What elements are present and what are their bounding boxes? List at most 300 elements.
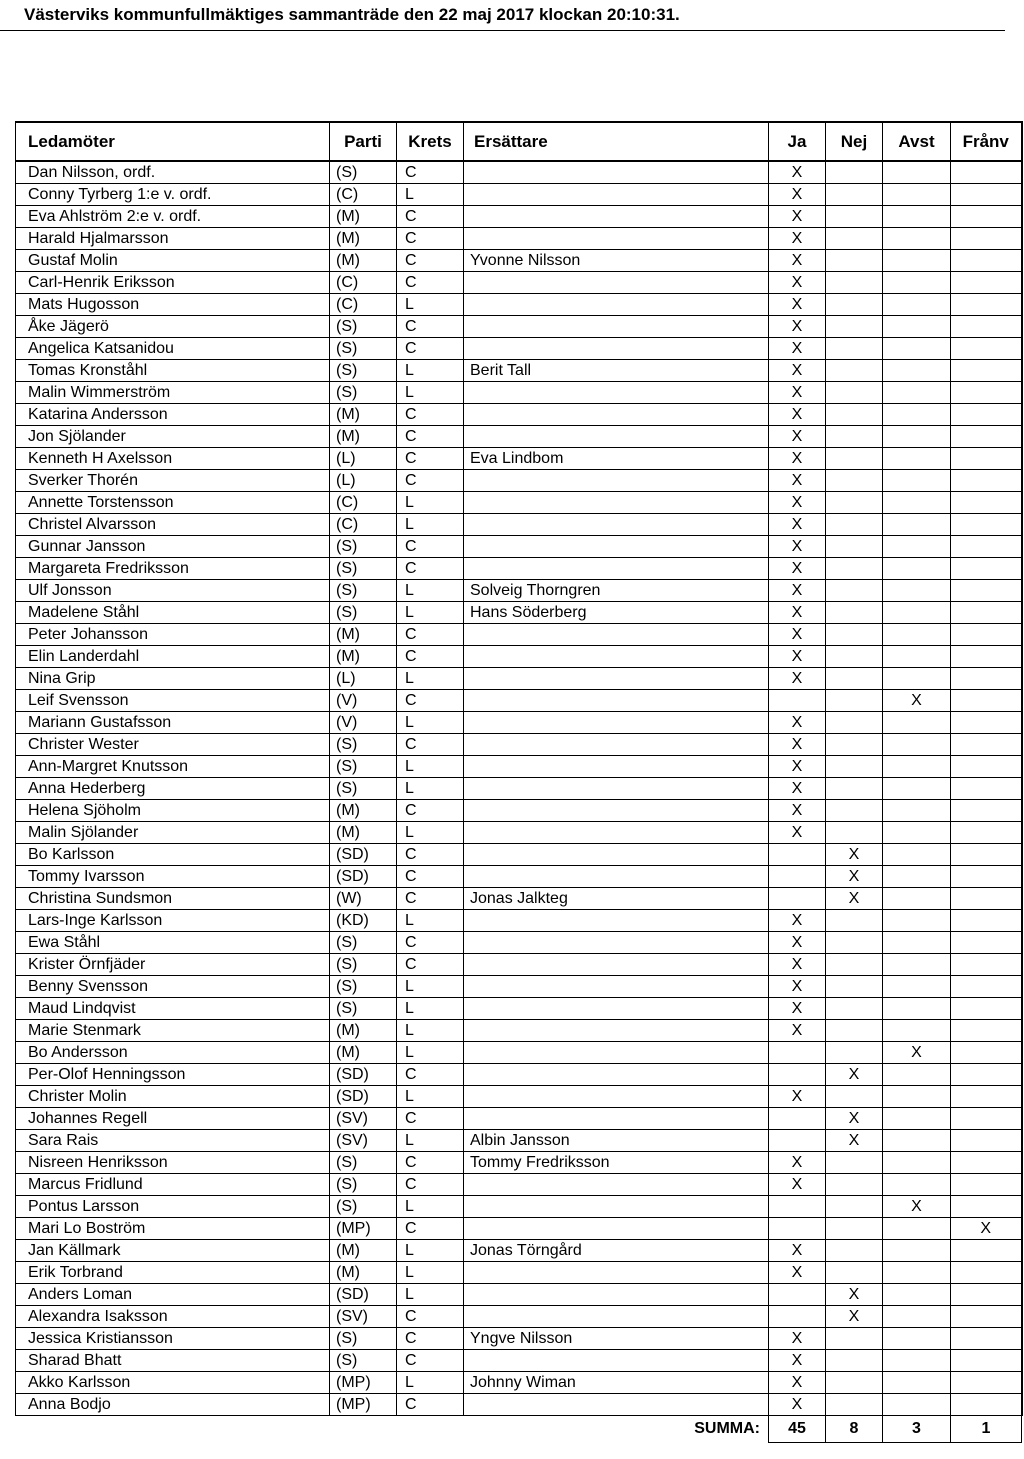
member-substitute	[464, 910, 769, 932]
vote-franv-cell	[951, 1130, 1022, 1152]
vote-nej-cell	[826, 316, 883, 338]
vote-franv-cell	[951, 1350, 1022, 1372]
member-substitute	[464, 844, 769, 866]
member-party: (S)	[330, 1196, 397, 1218]
member-krets: C	[397, 646, 464, 668]
member-name: Nisreen Henriksson	[16, 1152, 330, 1174]
member-name: Dan Nilsson, ordf.	[16, 161, 330, 184]
header-franv: Frånv	[951, 122, 1022, 161]
member-party: (M)	[330, 404, 397, 426]
member-krets: L	[397, 778, 464, 800]
member-substitute	[464, 536, 769, 558]
member-name: Benny Svensson	[16, 976, 330, 998]
vote-franv-cell	[951, 404, 1022, 426]
vote-franv-cell	[951, 228, 1022, 250]
member-krets: L	[397, 492, 464, 514]
member-krets: L	[397, 1196, 464, 1218]
member-name: Lars-Inge Karlsson	[16, 910, 330, 932]
member-krets: L	[397, 1042, 464, 1064]
table-row	[16, 910, 1022, 932]
vote-franv-cell	[951, 822, 1022, 844]
vote-nej-cell: X	[826, 1306, 883, 1328]
header-nej: Nej	[826, 122, 883, 161]
vote-avst-cell	[883, 184, 951, 206]
vote-nej-cell	[826, 1394, 883, 1416]
vote-avst-cell	[883, 250, 951, 272]
member-krets: L	[397, 1372, 464, 1394]
member-krets: C	[397, 404, 464, 426]
table-row	[16, 1284, 1022, 1306]
member-party: (C)	[330, 492, 397, 514]
member-name: Sara Rais	[16, 1130, 330, 1152]
vote-franv-cell	[951, 976, 1022, 998]
header-name: Ledamöter	[16, 122, 330, 161]
member-name: Ulf Jonsson	[16, 580, 330, 602]
member-name: Kenneth H Axelsson	[16, 448, 330, 470]
member-party: (S)	[330, 1328, 397, 1350]
vote-ja-cell	[769, 866, 826, 888]
vote-nej-cell	[826, 998, 883, 1020]
member-name: Christel Alvarsson	[16, 514, 330, 536]
vote-nej-cell	[826, 1020, 883, 1042]
vote-nej-cell	[826, 954, 883, 976]
vote-nej-cell	[826, 778, 883, 800]
member-krets: C	[397, 536, 464, 558]
member-krets: C	[397, 250, 464, 272]
member-name: Åke Jägerö	[16, 316, 330, 338]
vote-ja-cell: X	[769, 756, 826, 778]
vote-franv-cell	[951, 932, 1022, 954]
vote-ja-cell: X	[769, 206, 826, 228]
member-krets: C	[397, 800, 464, 822]
vote-ja-cell: X	[769, 734, 826, 756]
vote-avst-cell	[883, 976, 951, 998]
member-party: (M)	[330, 1020, 397, 1042]
table-row	[16, 646, 1022, 668]
member-substitute	[464, 294, 769, 316]
vote-nej-cell	[826, 1372, 883, 1394]
vote-franv-cell	[951, 668, 1022, 690]
table-row	[16, 888, 1022, 910]
table-row	[16, 712, 1022, 734]
vote-franv-cell	[951, 1240, 1022, 1262]
member-party: (M)	[330, 1262, 397, 1284]
table-row	[16, 690, 1022, 712]
member-krets: L	[397, 580, 464, 602]
member-substitute	[464, 1284, 769, 1306]
summary-row	[16, 1416, 1022, 1443]
member-name: Eva Ahlström 2:e v. ordf.	[16, 206, 330, 228]
vote-ja-cell	[769, 844, 826, 866]
vote-ja-cell: X	[769, 954, 826, 976]
member-krets: L	[397, 910, 464, 932]
header-avst: Avst	[883, 122, 951, 161]
vote-ja-cell: X	[769, 338, 826, 360]
vote-ja-cell: X	[769, 1020, 826, 1042]
vote-ja-cell: X	[769, 184, 826, 206]
member-substitute: Albin Jansson	[464, 1130, 769, 1152]
member-substitute	[464, 1086, 769, 1108]
vote-franv-cell	[951, 1020, 1022, 1042]
vote-ja-cell: X	[769, 426, 826, 448]
vote-nej-cell	[826, 800, 883, 822]
table-row	[16, 1108, 1022, 1130]
member-party: (MP)	[330, 1394, 397, 1416]
vote-franv-cell	[951, 360, 1022, 382]
member-party: (V)	[330, 690, 397, 712]
member-substitute	[464, 998, 769, 1020]
table-row	[16, 1042, 1022, 1064]
vote-nej-cell	[826, 712, 883, 734]
member-krets: L	[397, 1130, 464, 1152]
table-row	[16, 624, 1022, 646]
member-substitute	[464, 558, 769, 580]
member-party: (V)	[330, 712, 397, 734]
vote-nej-cell: X	[826, 1064, 883, 1086]
vote-avst-cell	[883, 426, 951, 448]
vote-franv-cell	[951, 624, 1022, 646]
vote-avst-cell	[883, 294, 951, 316]
member-substitute	[464, 690, 769, 712]
table-row	[16, 1152, 1022, 1174]
vote-ja-cell: X	[769, 822, 826, 844]
vote-avst-cell	[883, 910, 951, 932]
vote-franv-cell	[951, 1372, 1022, 1394]
member-name: Marie Stenmark	[16, 1020, 330, 1042]
member-krets: L	[397, 1020, 464, 1042]
vote-avst-cell	[883, 734, 951, 756]
table-row	[16, 382, 1022, 404]
vote-franv-cell	[951, 778, 1022, 800]
vote-avst-cell	[883, 1130, 951, 1152]
member-name: Mats Hugosson	[16, 294, 330, 316]
vote-nej-cell	[826, 822, 883, 844]
member-party: (C)	[330, 514, 397, 536]
member-party: (S)	[330, 976, 397, 998]
vote-ja-cell: X	[769, 558, 826, 580]
vote-nej-cell	[826, 690, 883, 712]
member-name: Harald Hjalmarsson	[16, 228, 330, 250]
member-substitute	[464, 1262, 769, 1284]
member-name: Christer Molin	[16, 1086, 330, 1108]
vote-ja-cell: X	[769, 1350, 826, 1372]
vote-nej-cell	[826, 1086, 883, 1108]
vote-ja-cell: X	[769, 668, 826, 690]
member-substitute	[464, 470, 769, 492]
member-krets: L	[397, 998, 464, 1020]
member-party: (S)	[330, 536, 397, 558]
member-name: Anna Bodjo	[16, 1394, 330, 1416]
member-krets: C	[397, 206, 464, 228]
table-row	[16, 536, 1022, 558]
vote-avst-cell	[883, 1372, 951, 1394]
vote-franv-cell	[951, 558, 1022, 580]
member-substitute	[464, 624, 769, 646]
member-substitute	[464, 668, 769, 690]
member-krets: C	[397, 866, 464, 888]
vote-franv-cell	[951, 756, 1022, 778]
member-substitute	[464, 426, 769, 448]
vote-ja-cell: X	[769, 514, 826, 536]
vote-ja-cell: X	[769, 536, 826, 558]
member-krets: L	[397, 668, 464, 690]
member-party: (S)	[330, 580, 397, 602]
table-row	[16, 161, 1022, 184]
vote-ja-cell: X	[769, 1086, 826, 1108]
member-name: Krister Örnfjäder	[16, 954, 330, 976]
vote-franv-cell: X	[951, 1218, 1022, 1240]
member-substitute	[464, 734, 769, 756]
vote-ja-cell: X	[769, 161, 826, 184]
vote-avst-cell	[883, 1152, 951, 1174]
vote-nej-cell	[826, 734, 883, 756]
vote-avst-cell	[883, 558, 951, 580]
member-party: (SV)	[330, 1130, 397, 1152]
member-krets: C	[397, 1394, 464, 1416]
vote-franv-cell	[951, 1108, 1022, 1130]
table-row	[16, 932, 1022, 954]
table-row	[16, 206, 1022, 228]
vote-ja-cell: X	[769, 580, 826, 602]
member-substitute: Yvonne Nilsson	[464, 250, 769, 272]
vote-avst-cell	[883, 448, 951, 470]
vote-nej-cell	[826, 932, 883, 954]
member-substitute	[464, 1020, 769, 1042]
vote-ja-cell: X	[769, 316, 826, 338]
member-name: Christer Wester	[16, 734, 330, 756]
vote-avst-cell	[883, 602, 951, 624]
vote-franv-cell	[951, 1284, 1022, 1306]
vote-avst-cell	[883, 1328, 951, 1350]
vote-avst-cell	[883, 800, 951, 822]
vote-nej-cell	[826, 1240, 883, 1262]
table-row	[16, 448, 1022, 470]
vote-franv-cell	[951, 1042, 1022, 1064]
vote-ja-cell	[769, 690, 826, 712]
vote-ja-cell: X	[769, 272, 826, 294]
member-substitute	[464, 646, 769, 668]
vote-avst-cell	[883, 228, 951, 250]
member-substitute: Jonas Jalkteg	[464, 888, 769, 910]
vote-ja-cell: X	[769, 382, 826, 404]
vote-ja-cell: X	[769, 404, 826, 426]
vote-avst-cell	[883, 1394, 951, 1416]
vote-avst-cell	[883, 646, 951, 668]
member-party: (M)	[330, 228, 397, 250]
vote-avst-cell	[883, 778, 951, 800]
vote-ja-cell: X	[769, 932, 826, 954]
member-krets: L	[397, 1240, 464, 1262]
member-substitute	[464, 404, 769, 426]
member-substitute	[464, 866, 769, 888]
vote-franv-cell	[951, 690, 1022, 712]
member-name: Pontus Larsson	[16, 1196, 330, 1218]
vote-avst-cell	[883, 1284, 951, 1306]
vote-nej-cell: X	[826, 866, 883, 888]
vote-franv-cell	[951, 888, 1022, 910]
vote-ja-cell: X	[769, 470, 826, 492]
vote-nej-cell	[826, 1328, 883, 1350]
vote-avst-cell	[883, 1174, 951, 1196]
member-name: Johannes Regell	[16, 1108, 330, 1130]
table-row	[16, 866, 1022, 888]
vote-avst-cell	[883, 844, 951, 866]
member-party: (MP)	[330, 1218, 397, 1240]
member-substitute	[464, 1394, 769, 1416]
title-rule	[0, 30, 1005, 31]
vote-franv-cell	[951, 338, 1022, 360]
vote-franv-cell	[951, 1306, 1022, 1328]
member-name: Anna Hederberg	[16, 778, 330, 800]
member-krets: L	[397, 382, 464, 404]
member-substitute	[464, 800, 769, 822]
vote-ja-cell: X	[769, 712, 826, 734]
member-substitute: Eva Lindbom	[464, 448, 769, 470]
member-party: (L)	[330, 448, 397, 470]
member-name: Peter Johansson	[16, 624, 330, 646]
member-name: Anders Loman	[16, 1284, 330, 1306]
vote-nej-cell	[826, 272, 883, 294]
member-party: (L)	[330, 668, 397, 690]
table-row	[16, 492, 1022, 514]
header-substitute: Ersättare	[464, 122, 769, 161]
vote-franv-cell	[951, 184, 1022, 206]
vote-nej-cell	[826, 668, 883, 690]
vote-avst-cell	[883, 1064, 951, 1086]
table-row	[16, 514, 1022, 536]
vote-avst-cell	[883, 1306, 951, 1328]
vote-avst-cell	[883, 712, 951, 734]
member-party: (C)	[330, 272, 397, 294]
vote-franv-cell	[951, 580, 1022, 602]
vote-nej-cell: X	[826, 844, 883, 866]
vote-avst-cell	[883, 822, 951, 844]
member-name: Madelene Ståhl	[16, 602, 330, 624]
header-ja: Ja	[769, 122, 826, 161]
table-row	[16, 1130, 1022, 1152]
vote-avst-cell	[883, 1020, 951, 1042]
vote-avst-cell	[883, 756, 951, 778]
member-substitute	[464, 1042, 769, 1064]
member-party: (S)	[330, 734, 397, 756]
member-substitute	[464, 1064, 769, 1086]
member-name: Gunnar Jansson	[16, 536, 330, 558]
vote-ja-cell: X	[769, 1174, 826, 1196]
vote-nej-cell	[826, 1218, 883, 1240]
table-row	[16, 998, 1022, 1020]
member-party: (C)	[330, 184, 397, 206]
vote-nej-cell	[826, 448, 883, 470]
member-substitute	[464, 338, 769, 360]
document-title: Västerviks kommunfullmäktiges sammanträde den 22 maj 2017 klockan 20:10:31.	[24, 5, 680, 24]
table-row	[16, 1306, 1022, 1328]
member-party: (S)	[330, 602, 397, 624]
member-krets: C	[397, 558, 464, 580]
vote-nej-cell	[826, 580, 883, 602]
vote-avst-cell	[883, 206, 951, 228]
vote-nej-cell	[826, 1262, 883, 1284]
member-party: (S)	[330, 954, 397, 976]
header-row	[16, 122, 1022, 161]
member-party: (SD)	[330, 866, 397, 888]
vote-ja-cell	[769, 1042, 826, 1064]
member-name: Ann-Margret Knutsson	[16, 756, 330, 778]
vote-nej-cell	[826, 976, 883, 998]
member-krets: L	[397, 756, 464, 778]
vote-nej-cell	[826, 1350, 883, 1372]
member-party: (MP)	[330, 1372, 397, 1394]
member-substitute	[464, 1108, 769, 1130]
member-substitute	[464, 184, 769, 206]
vote-ja-cell: X	[769, 602, 826, 624]
member-krets: C	[397, 888, 464, 910]
vote-nej-cell	[826, 338, 883, 360]
table-row	[16, 954, 1022, 976]
vote-franv-cell	[951, 492, 1022, 514]
member-name: Annette Torstensson	[16, 492, 330, 514]
member-name: Nina Grip	[16, 668, 330, 690]
member-substitute	[464, 492, 769, 514]
member-party: (S)	[330, 161, 397, 184]
vote-franv-cell	[951, 1174, 1022, 1196]
vote-nej-cell	[826, 161, 883, 184]
member-name: Jan Källmark	[16, 1240, 330, 1262]
vote-avst-cell	[883, 492, 951, 514]
table-row	[16, 778, 1022, 800]
vote-ja-cell: X	[769, 778, 826, 800]
vote-franv-cell	[951, 800, 1022, 822]
summary-avst: 3	[883, 1416, 951, 1443]
vote-nej-cell	[826, 470, 883, 492]
vote-nej-cell	[826, 404, 883, 426]
member-substitute	[464, 932, 769, 954]
member-name: Margareta Fredriksson	[16, 558, 330, 580]
member-krets: C	[397, 1152, 464, 1174]
member-party: (S)	[330, 778, 397, 800]
vote-franv-cell	[951, 272, 1022, 294]
member-krets: C	[397, 426, 464, 448]
vote-franv-cell	[951, 206, 1022, 228]
vote-table	[15, 121, 1023, 1443]
vote-franv-cell	[951, 1394, 1022, 1416]
vote-ja-cell	[769, 888, 826, 910]
vote-avst-cell	[883, 161, 951, 184]
member-party: (M)	[330, 426, 397, 448]
member-name: Gustaf Molin	[16, 250, 330, 272]
member-krets: C	[397, 1328, 464, 1350]
vote-franv-cell	[951, 954, 1022, 976]
member-substitute	[464, 976, 769, 998]
table-row	[16, 756, 1022, 778]
member-party: (M)	[330, 1042, 397, 1064]
vote-ja-cell: X	[769, 250, 826, 272]
table-row	[16, 1394, 1022, 1416]
member-krets: C	[397, 316, 464, 338]
member-name: Jon Sjölander	[16, 426, 330, 448]
vote-franv-cell	[951, 470, 1022, 492]
member-name: Malin Sjölander	[16, 822, 330, 844]
vote-avst-cell: X	[883, 690, 951, 712]
member-name: Per-Olof Henningsson	[16, 1064, 330, 1086]
vote-avst-cell	[883, 404, 951, 426]
vote-franv-cell	[951, 866, 1022, 888]
member-krets: C	[397, 932, 464, 954]
member-party: (S)	[330, 360, 397, 382]
vote-avst-cell	[883, 668, 951, 690]
vote-ja-cell: X	[769, 1262, 826, 1284]
vote-franv-cell	[951, 536, 1022, 558]
vote-nej-cell	[826, 646, 883, 668]
